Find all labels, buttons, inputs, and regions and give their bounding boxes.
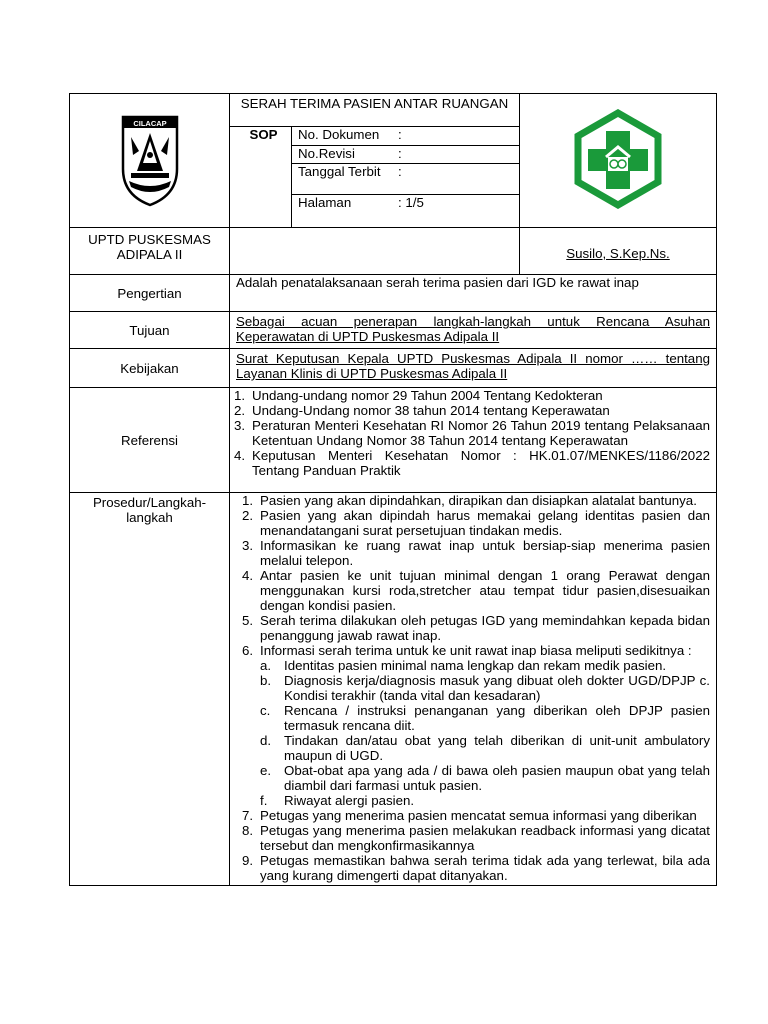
document-title: SERAH TERIMA PASIEN ANTAR RUANGAN — [240, 96, 509, 111]
text-pengertian: Adalah penatalaksanaan serah terima pasien dari IGD ke rawat inap — [230, 275, 717, 312]
list-item: Undang-Undang nomor 38 tahun 2014 tentang Keperawatan — [252, 403, 610, 418]
label-prosedur: Prosedur/Langkah-langkah — [70, 493, 230, 886]
text-kebijakan: Surat Keputusan Kepala UPTD Puskesmas Adipala II nomor …… tentang Layanan Klinis di UPTD Puskesmas Adipala II — [230, 349, 717, 388]
puskesmas-logo-icon — [568, 109, 668, 209]
field-tanggal-terbit: Tanggal Terbit : — [292, 164, 520, 195]
label-kebijakan: Kebijakan — [70, 349, 230, 388]
referensi-list-cell — [230, 388, 717, 493]
referensi-list — [232, 388, 710, 478]
sop-document-table — [69, 93, 717, 886]
list-item: Serah terima dilakukan oleh petugas IGD yang memindahkan kepada bidan penanggung jawab rawat inap. — [260, 613, 710, 643]
text-tujuan: Sebagai acuan penerapan langkah-langkah untuk Rencana Asuhan Keperawatan di UPTD Puskesmas Adipala II — [230, 312, 717, 349]
list-item-with-subitems — [236, 643, 710, 808]
sub-list-item: Obat-obat apa yang ada / di bawa oleh pasien maupun obat yang telah diambil dari farmasi untuk pasien. — [284, 763, 710, 793]
sub-list-item: Identitas pasien minimal nama lengkap dan rekam medik pasien. — [284, 658, 667, 673]
list-item: Peraturan Menteri Kesehatan RI Nomor 26 Tahun 2019 tentang Pelaksanaan Ketentuan Undang Nomor 38 Tahun 2014 tentang Keperawatan — [252, 418, 710, 448]
list-item: Petugas yang menerima pasien melakukan readback informasi yang dicatat tersebut dan mengkonfirmasikannya — [260, 823, 710, 853]
empty-cell — [230, 228, 520, 275]
sub-list-item: Rencana / instruksi penanganan yang diberikan oleh DPJP pasien termasuk rencana diit. — [284, 703, 710, 733]
regency-logo-cell — [70, 94, 230, 228]
title-cell — [230, 94, 520, 228]
label-pengertian: Pengertian — [70, 275, 230, 312]
list-item: Petugas memastikan bahwa serah terima tidak ada yang terlewat, bila ada yang kurang dimengerti dapat ditanyakan. — [260, 853, 710, 883]
field-halaman: Halaman : 1/5 — [292, 195, 520, 228]
field-no-revisi: No.Revisi : — [292, 145, 520, 164]
list-item: Pasien yang akan dipindah harus memakai gelang identitas pasien dan menandatangani surat persetujuan tindakan medis. — [260, 508, 710, 538]
label-tujuan: Tujuan — [70, 312, 230, 349]
list-item: Antar pasien ke unit tujuan minimal dengan 1 orang Perawat dengan menggunakan kursi roda,stretcher atau tempat tidur pasien,disesuaikan dengan kondisi pasien. — [260, 568, 710, 613]
list-item: Pasien yang akan dipindahkan, dirapikan dan disiapkan alatalat bantunya. — [260, 493, 697, 508]
prosedur-sublist — [260, 658, 710, 808]
puskesmas-logo-cell — [520, 94, 717, 228]
sub-list-item: Diagnosis kerja/diagnosis masuk yang dibuat oleh dokter UGD/DPJP c. Kondisi terakhir (tanda vital dan kesadaran) — [284, 673, 710, 703]
prosedur-list — [236, 493, 710, 883]
sub-list-item: Riwayat alergi pasien. — [284, 793, 415, 808]
prosedur-list-cell — [230, 493, 717, 886]
sub-list-item: Tindakan dan/atau obat yang telah diberikan di unit-unit ambulatory maupun di UGD. — [284, 733, 710, 763]
list-item-text: Informasi serah terima untuk ke unit rawat inap biasa meliputi sedikitnya : — [260, 643, 692, 658]
list-item: Keputusan Menteri Kesehatan Nomor : HK.01.07/MENKES/1186/2022 Tentang Panduan Praktik — [252, 448, 710, 478]
list-item: Undang-undang nomor 29 Tahun 2004 Tentang Kedokteran — [252, 388, 603, 403]
emblem-lettering: CILACAP — [132, 119, 167, 128]
cilacap-regency-emblem — [119, 111, 181, 207]
sop-label: SOP — [230, 127, 292, 228]
list-item: Petugas yang menerima pasien mencatat semua informasi yang diberikan — [260, 808, 697, 823]
org-name: UPTD PUSKESMAS ADIPALA II — [70, 228, 230, 275]
document-info-table — [230, 126, 519, 227]
field-no-dokumen: No. Dokumen : — [292, 127, 520, 146]
list-item: Informasikan ke ruang rawat inap untuk bersiap-siap menerima pasien melalui telepon. — [260, 538, 710, 568]
label-referensi: Referensi — [70, 388, 230, 493]
signatory-name: Susilo, S.Kep.Ns. — [566, 245, 670, 261]
